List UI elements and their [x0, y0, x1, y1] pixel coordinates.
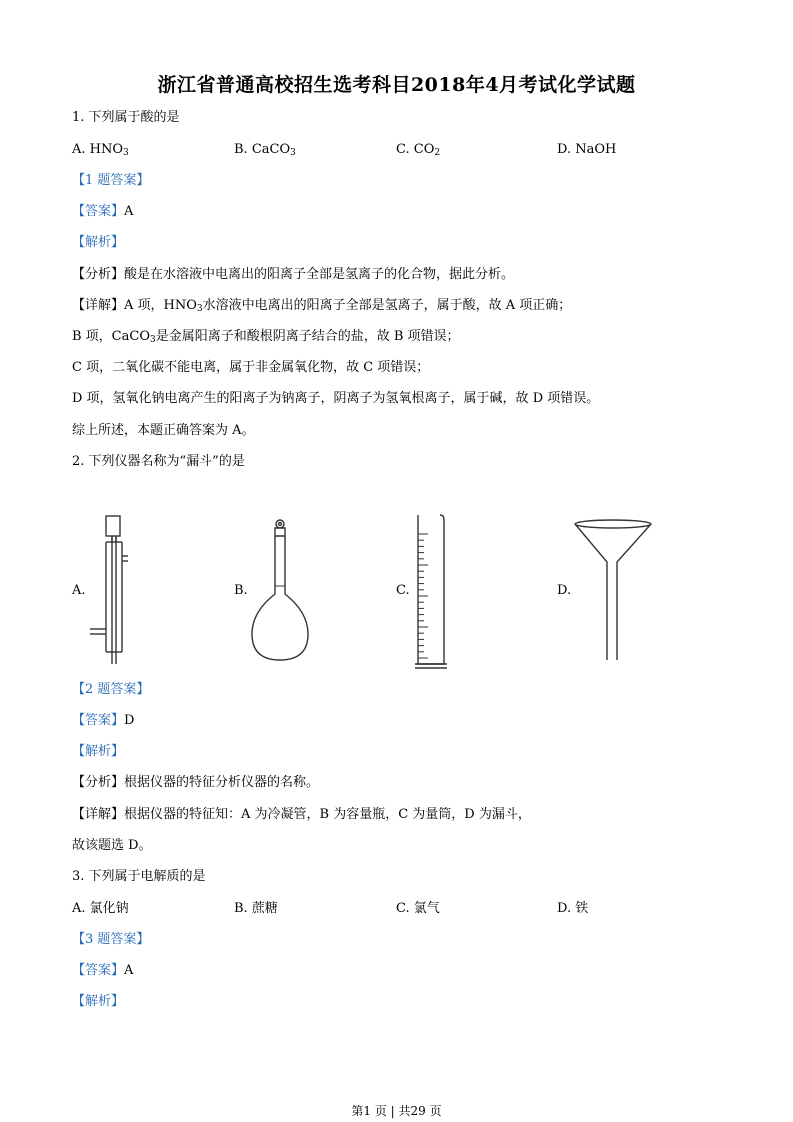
q3-option-a: A. 氯化钠: [72, 901, 129, 916]
q3-answer-header: 【3 题答案】: [72, 932, 150, 947]
q1-answer: 【答案】A: [72, 204, 134, 219]
q1-summary: 综上所述，本题正确答案为 A。: [72, 423, 255, 438]
q3-answer: 【答案】A: [72, 963, 134, 978]
q2-answer: 【答案】D: [72, 713, 135, 728]
q3-stem: 3. 下列属于电解质的是: [72, 869, 206, 884]
funnel-icon: [574, 518, 654, 664]
q1-option-d: D. NaOH: [557, 142, 617, 157]
q1-option-a: A. $HNO_3$: [72, 142, 129, 158]
q1-xiangjie-b: B 项，CaCO$_3$是金属阳离子和酸根阴离子结合的盐，故 B 项错误；: [72, 329, 460, 345]
volumetric-flask-icon: [248, 518, 312, 664]
q2-answer-header: 【2 题答案】: [72, 682, 150, 697]
q2-xiangjie: 【详解】根据仪器的特征知：A 为冷凝管，B 为容量瓶，C 为量筒，D 为漏斗，: [72, 807, 531, 822]
q1-option-b: B. CaCO$_3$: [234, 142, 296, 158]
condenser-icon: [88, 512, 128, 668]
q1-jiexi: 【解析】: [72, 235, 125, 250]
q2-conclusion: 故该题选 D。: [72, 838, 152, 853]
q3-jiexi: 【解析】: [72, 994, 125, 1009]
q1-xiangjie-d: D 项，氢氧化钠电离产生的阳离子为钠离子，阴离子为氢氧根离子，属于碱，故 D 项错误。: [72, 391, 600, 406]
q1-answer-header: 【1 题答案】: [72, 173, 150, 188]
q1-option-c: C. $CO_2$: [396, 142, 441, 158]
q2-fig-label-d: D.: [557, 583, 572, 598]
page-title: 浙江省普通高校招生选考科目2018年4月考试化学试题: [157, 74, 636, 96]
q2-fenxi: 【分析】根据仪器的特征分析仪器的名称。: [72, 775, 320, 790]
q3-option-d: D. 铁: [557, 901, 589, 916]
q2-fig-label-c: C.: [396, 583, 410, 598]
q1-fenxi: 【分析】酸是在水溶液中电离出的阳离子全部是氢离子的化合物，据此分析。: [72, 267, 515, 282]
graduated-cylinder-icon: [414, 512, 448, 670]
q3-option-c: C. 氯气: [396, 901, 440, 916]
q3-option-b: B. 蔗糖: [234, 901, 278, 916]
q2-fig-label-b: B.: [234, 583, 248, 598]
page-footer: 第1 页 | 共29 页: [351, 1104, 442, 1118]
q2-jiexi: 【解析】: [72, 744, 125, 759]
q1-xiangjie-a: 【详解】A 项，$HNO_3$水溶液中电离出的阳离子全部是氢离子，属于酸，故 A 项正确；: [72, 298, 572, 314]
q1-xiangjie-c: C 项，二氧化碳不能电离，属于非金属氧化物，故 C 项错误；: [72, 360, 430, 375]
q1-stem: 1. 下列属于酸的是: [72, 110, 180, 125]
q2-fig-label-a: A.: [72, 583, 86, 598]
q2-stem: 2. 下列仪器名称为“漏斗”的是: [72, 454, 245, 469]
